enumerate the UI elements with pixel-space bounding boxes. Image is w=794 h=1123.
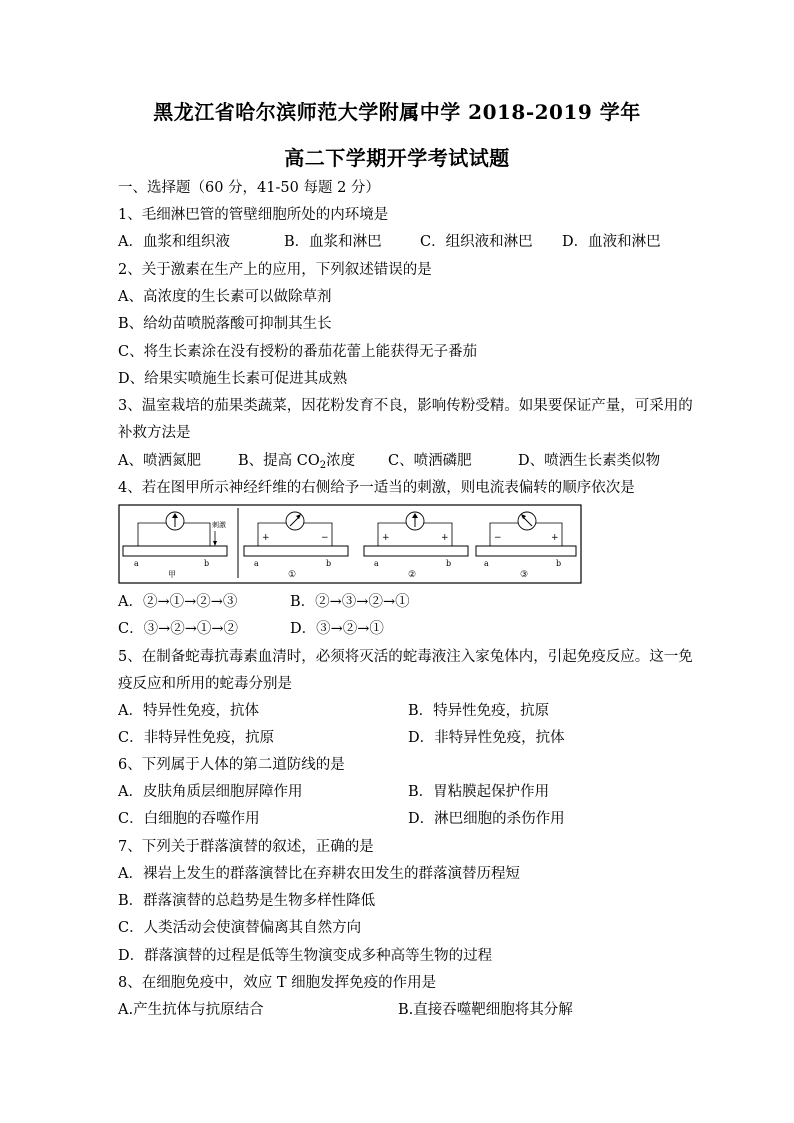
q3-option-b-text: B、提高 CO <box>238 453 320 469</box>
panel-label-jia: 甲 <box>168 570 176 579</box>
q8-option-b: B.直接吞噬靶细胞将其分解 <box>398 1002 573 1018</box>
nerve-fiber-3 <box>476 546 576 556</box>
q3-option-b-subscript: 2 <box>319 460 327 471</box>
q4-option-c: C．③→②→①→② <box>118 621 239 637</box>
exam-title-line1: 黑龙江省哈尔滨师范大学附属中学 2018-2019 学年 <box>153 100 641 124</box>
question-4-stem: 4、若在图甲所示神经纤维的右侧给予一适当的刺激，则电流表偏转的顺序依次是 <box>118 480 635 496</box>
q7-option-b: B．群落演替的总趋势是生物多样性降低 <box>118 893 376 909</box>
sign-plus-2a: + <box>382 533 390 543</box>
q6-option-b: B．胃粘膜起保护作用 <box>408 784 550 800</box>
figure-frame <box>119 505 581 583</box>
question-8-stem: 8、在细胞免疫中，效应 T 细胞发挥免疫的作用是 <box>118 975 437 991</box>
sign-plus-3: + <box>551 533 559 543</box>
q2-option-d: D、给果实喷施生长素可促进其成熟 <box>118 371 348 387</box>
q7-option-c: C．人类活动会使演替偏离其自然方向 <box>118 920 362 936</box>
question-3-stem-line1: 3、温室栽培的茄果类蔬菜，因花粉发育不良，影响传粉受精。如果要保证产量，可采用的 <box>118 398 693 414</box>
point-b-2: b <box>446 559 452 568</box>
q5-option-c: C．非特异性免疫，抗原 <box>118 730 275 746</box>
q4-option-b: B．②→③→②→① <box>290 594 410 610</box>
point-b-3: b <box>556 559 562 568</box>
question-3-stem-line2: 补救方法是 <box>118 425 191 441</box>
question-6-stem: 6、下列属于人体的第二道防线的是 <box>118 757 345 773</box>
q5-option-a: A．特异性免疫，抗体 <box>118 703 259 719</box>
q3-option-b <box>238 451 355 476</box>
nerve-fiber-1 <box>244 546 348 556</box>
q1-option-d: D．血液和淋巴 <box>562 234 661 250</box>
q6-option-c: C．白细胞的吞噬作用 <box>118 811 260 827</box>
q3-option-b-suffix: 浓度 <box>326 453 356 469</box>
q1-option-a: A．血浆和组织液 <box>118 234 230 250</box>
q8-option-a: A.产生抗体与抗原结合 <box>118 1002 264 1018</box>
q7-option-d: D．群落演替的过程是低等生物演变成多种高等生物的过程 <box>118 948 493 964</box>
point-a-1: a <box>254 559 259 568</box>
point-a-2: a <box>374 559 379 568</box>
q5-option-d: D．非特异性免疫，抗体 <box>408 730 565 746</box>
q2-option-a: A、高浓度的生长素可以做除草剂 <box>118 289 332 305</box>
nerve-fiber-galvanometer-figure <box>118 504 582 584</box>
nerve-fiber-2 <box>364 546 468 556</box>
sign-minus-3: − <box>494 533 502 543</box>
sign-plus-1: + <box>262 533 270 543</box>
wire-left-jia <box>138 523 166 546</box>
section-heading: 一、选择题（60 分，41-50 每题 2 分） <box>118 180 380 196</box>
q4-option-a: A．②→①→②→③ <box>118 594 238 610</box>
q2-option-b: B、给幼苗喷脱落酸可抑制其生长 <box>118 316 332 332</box>
nerve-fiber-jia <box>123 546 227 556</box>
q7-option-a: A．裸岩上发生的群落演替比在弃耕农田发生的群落演替历程短 <box>118 866 520 882</box>
q2-option-c: C、将生长素涂在没有授粉的番茄花蕾上能获得无子番茄 <box>118 344 478 360</box>
point-a-3: a <box>484 559 489 568</box>
q3-option-c: C、喷洒磷肥 <box>388 453 472 469</box>
q3-option-a: A、喷洒氮肥 <box>118 453 201 469</box>
stimulus-label: 刺激 <box>212 521 226 529</box>
panel-label-1: ① <box>288 570 297 580</box>
q3-option-d: D、喷洒生长素类似物 <box>518 453 661 469</box>
q1-option-c: C．组织液和淋巴 <box>420 234 533 250</box>
panel-jia <box>123 512 227 579</box>
panel-label-3: ③ <box>520 570 529 580</box>
question-5-stem-line2: 疫反应和所用的蛇毒分别是 <box>118 676 292 692</box>
question-2-stem: 2、关于激素在生产上的应用，下列叙述错误的是 <box>118 262 432 278</box>
sign-minus-1: − <box>321 533 329 543</box>
point-b-1: b <box>326 559 332 568</box>
q4-option-d: D．③→②→① <box>290 621 384 637</box>
q5-option-b: B．特异性免疫，抗原 <box>408 703 550 719</box>
question-1-stem: 1、毛细淋巴管的管壁细胞所处的内环境是 <box>118 207 389 223</box>
q6-option-a: A．皮肤角质层细胞屏障作用 <box>118 784 303 800</box>
question-5-stem-line1: 5、在制备蛇毒抗毒素血清时，必须将灭活的蛇毒液注入家兔体内，引起免疫反应。这一免 <box>118 649 693 665</box>
exam-title-line2: 高二下学期开学考试试题 <box>284 146 510 170</box>
panel-3 <box>476 512 576 580</box>
panel-label-2: ② <box>408 570 417 580</box>
question-7-stem: 7、下列关于群落演替的叙述，正确的是 <box>118 839 374 855</box>
wire-right-jia <box>184 523 210 546</box>
q1-option-b: B．血浆和淋巴 <box>284 234 382 250</box>
stimulus-arrow-head <box>213 541 217 546</box>
panel-2 <box>364 512 468 580</box>
point-a-jia: a <box>134 559 139 568</box>
sign-plus-2b: + <box>441 533 449 543</box>
panel-1 <box>244 512 348 580</box>
point-b-jia: b <box>204 559 210 568</box>
q6-option-d: D．淋巴细胞的杀伤作用 <box>408 811 565 827</box>
